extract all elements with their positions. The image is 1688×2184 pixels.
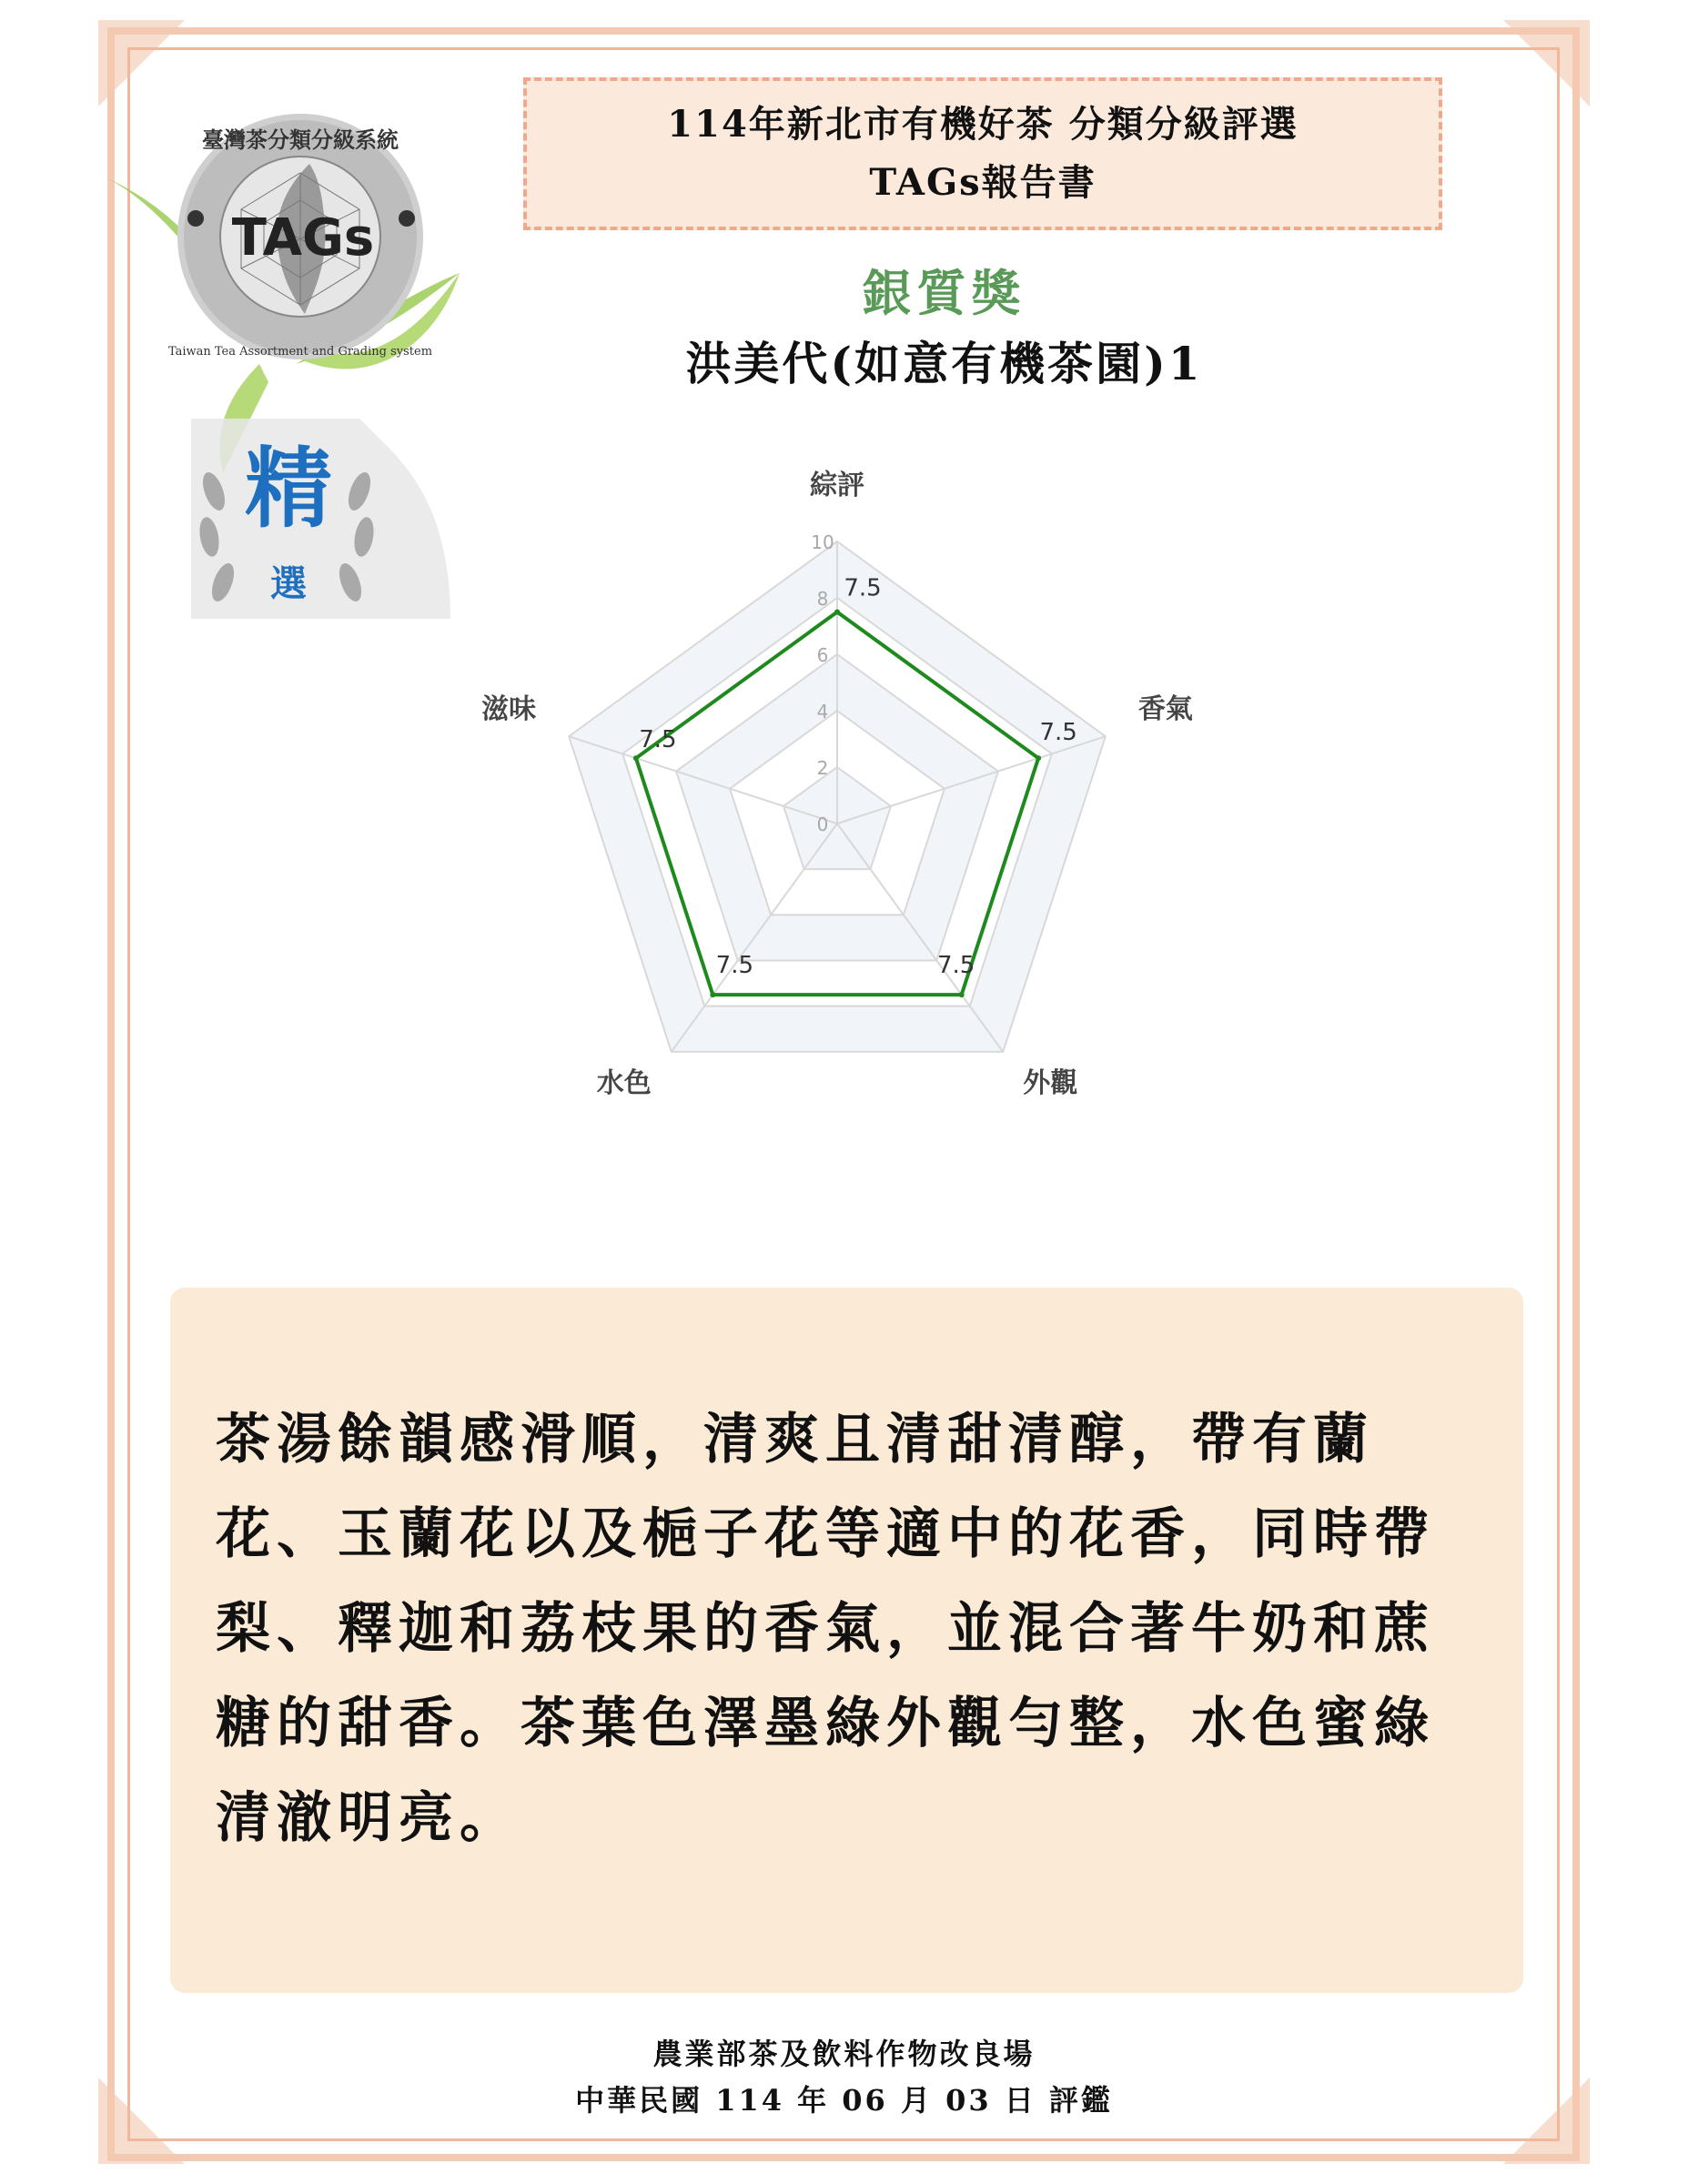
radar-tick-label: 4 [816, 701, 829, 723]
radar-data-point [834, 610, 840, 615]
logo-ring-text: 臺灣茶分類分級系統 [202, 126, 399, 153]
footer-organization: 農業部茶及飲料作物改良場 [652, 2037, 1036, 2071]
radar-tick-label: 8 [816, 588, 829, 610]
tasting-comment-text: 茶湯餘韻感滑順，清爽且清甜清醇，帶有蘭花、玉蘭花以及梔子花等適中的花香，同時帶梨、釋迦和荔枝果的香氣，並混合著牛奶和蔗糖的甜香。茶葉色澤墨綠外觀勻整，水色蜜綠清澈明亮。 [216, 1408, 1435, 1850]
radar-data-label: 7.5 [844, 574, 882, 602]
footer-date: 中華民國 114 年 06 月 03 日 評鑑 [575, 2083, 1113, 2118]
award-title: 銀質獎 [862, 264, 1026, 322]
radar-data-point [710, 992, 715, 997]
badge-sub-character: 選 [270, 563, 307, 605]
tasting-comment-box [170, 1288, 1523, 1993]
logo-english-text: Taiwan Tea Assortment and Grading system [167, 345, 433, 359]
radar-data-point [959, 992, 965, 997]
report-header-box [523, 77, 1442, 230]
radar-data-label: 7.5 [936, 952, 975, 980]
radar-chart [428, 450, 1247, 1124]
radar-data-label: 7.5 [715, 952, 754, 980]
radar-axis-label: 綜評 [810, 470, 864, 501]
radar-data-point [633, 755, 639, 761]
logo-mark-text: TAGs [231, 208, 375, 268]
radar-data-label: 7.5 [1039, 719, 1077, 747]
radar-data-label: 7.5 [639, 726, 677, 754]
radar-tick-label: 10 [811, 531, 834, 553]
radar-axis-label: 滋味 [481, 693, 537, 726]
radar-data-point [1036, 755, 1041, 761]
radar-tick-label: 6 [816, 644, 829, 666]
badge-main-character: 精 [245, 438, 332, 540]
report-subtitle: TAGs報告書 [869, 161, 1097, 204]
report-title: 114年新北市有機好茶 分類分級評選 [667, 103, 1299, 146]
radar-axis-label: 香氣 [1137, 693, 1193, 726]
radar-axis-label: 水色 [596, 1067, 652, 1099]
radar-axis-label: 外觀 [1023, 1067, 1078, 1099]
radar-tick-label: 2 [816, 757, 829, 779]
entrant-name: 洪美代(如意有機茶園)1 [685, 337, 1203, 390]
radar-tick-label: 0 [816, 814, 829, 835]
